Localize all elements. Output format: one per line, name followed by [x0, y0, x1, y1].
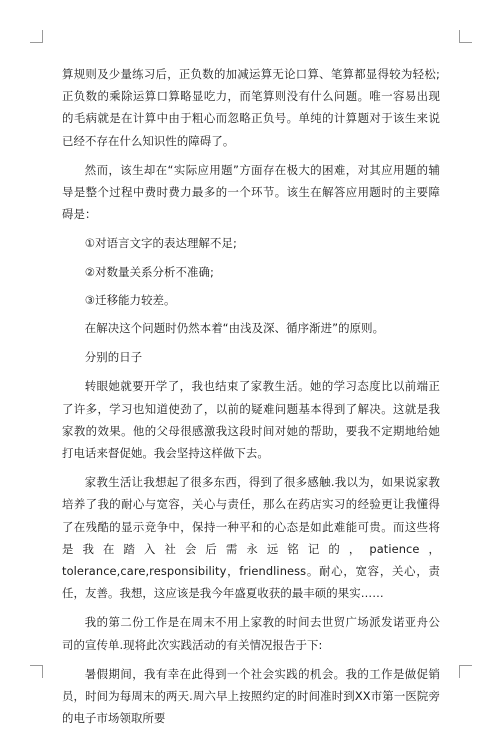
document-body: [62, 63, 440, 736]
paragraph-second-job: 我的第二份工作是在周末不用上家教的时间去世贸广场派发诺亚舟公司的宣传单.现将此次实践活动的有关情况报告于下:: [62, 615, 440, 652]
paragraph-end-of-tutoring: 转眼她就要开学了，我也结束了家教生活。她的学习态度比以前端正了许多，学习也知道使劲了，以前的疑难问题基本得到了解决。这就是我家教的效果。他的父母很感激我这段时间对她的帮助，要我不定期地给她打电话来督促她。我会坚持这样做下去。: [62, 379, 440, 461]
list-item-language: ①对语言文字的表达理解不足;: [84, 236, 237, 251]
list-item-quantity: ②对数量关系分析不准确;: [84, 264, 214, 279]
crop-mark-top-left: [30, 30, 43, 43]
section-heading-farewell: 分别的日子: [84, 350, 143, 365]
crop-mark-bottom-right: [459, 665, 472, 678]
paragraph-application-problems: 然而，该生却在“实际应用题”方面存在极大的困难，对其应用题的辅导是整个过程中费时费力最多的一个环节。该生在解答应用题时的主要障碍是：: [62, 162, 440, 222]
crop-mark-top-right: [459, 30, 472, 43]
paragraph-reflection: 家教生活让我想起了很多东西，得到了很多感触.我以为，如果说家教培养了我的耐心与宽容，关心与责任，那么在药店实习的经验更让我懂得了在残酷的显示竞争中，保持一种平和的心态是如此难能可贵。而这些将是我在踏入社会后需永远铭记的，patience，tolerance,care,responsibility，friendliness。耐心，宽容，关心，责任，友善。我想，这应该是我今年盛夏收获的最丰硕的果实……: [62, 475, 440, 601]
paragraph-summer-practice: 暑假期间，我有幸在此得到一个社会实践的机会。我的工作是做促销员，时间为每周末的两天.周六早上按照约定的时间准时到XX市第一医院旁的电子市场领取所要: [62, 666, 440, 726]
crop-mark-bottom-left: [30, 665, 43, 678]
list-item-transfer: ③迁移能力较差。: [84, 292, 176, 307]
paragraph-calculation: 算规则及少量练习后，正负数的加减运算无论口算、笔算都显得较为轻松;正负数的乘除运算口算略显吃力，而笔算则没有什么问题。唯一容易出现的毛病就是在计算中由于粗心而忽略正负号。单纯的计算题对于该生来说已经不存在什么知识性的障碍了。: [62, 67, 440, 148]
paragraph-principle: 在解决这个问题时仍然本着“由浅及深、循序渐进”的原则。: [84, 321, 385, 336]
